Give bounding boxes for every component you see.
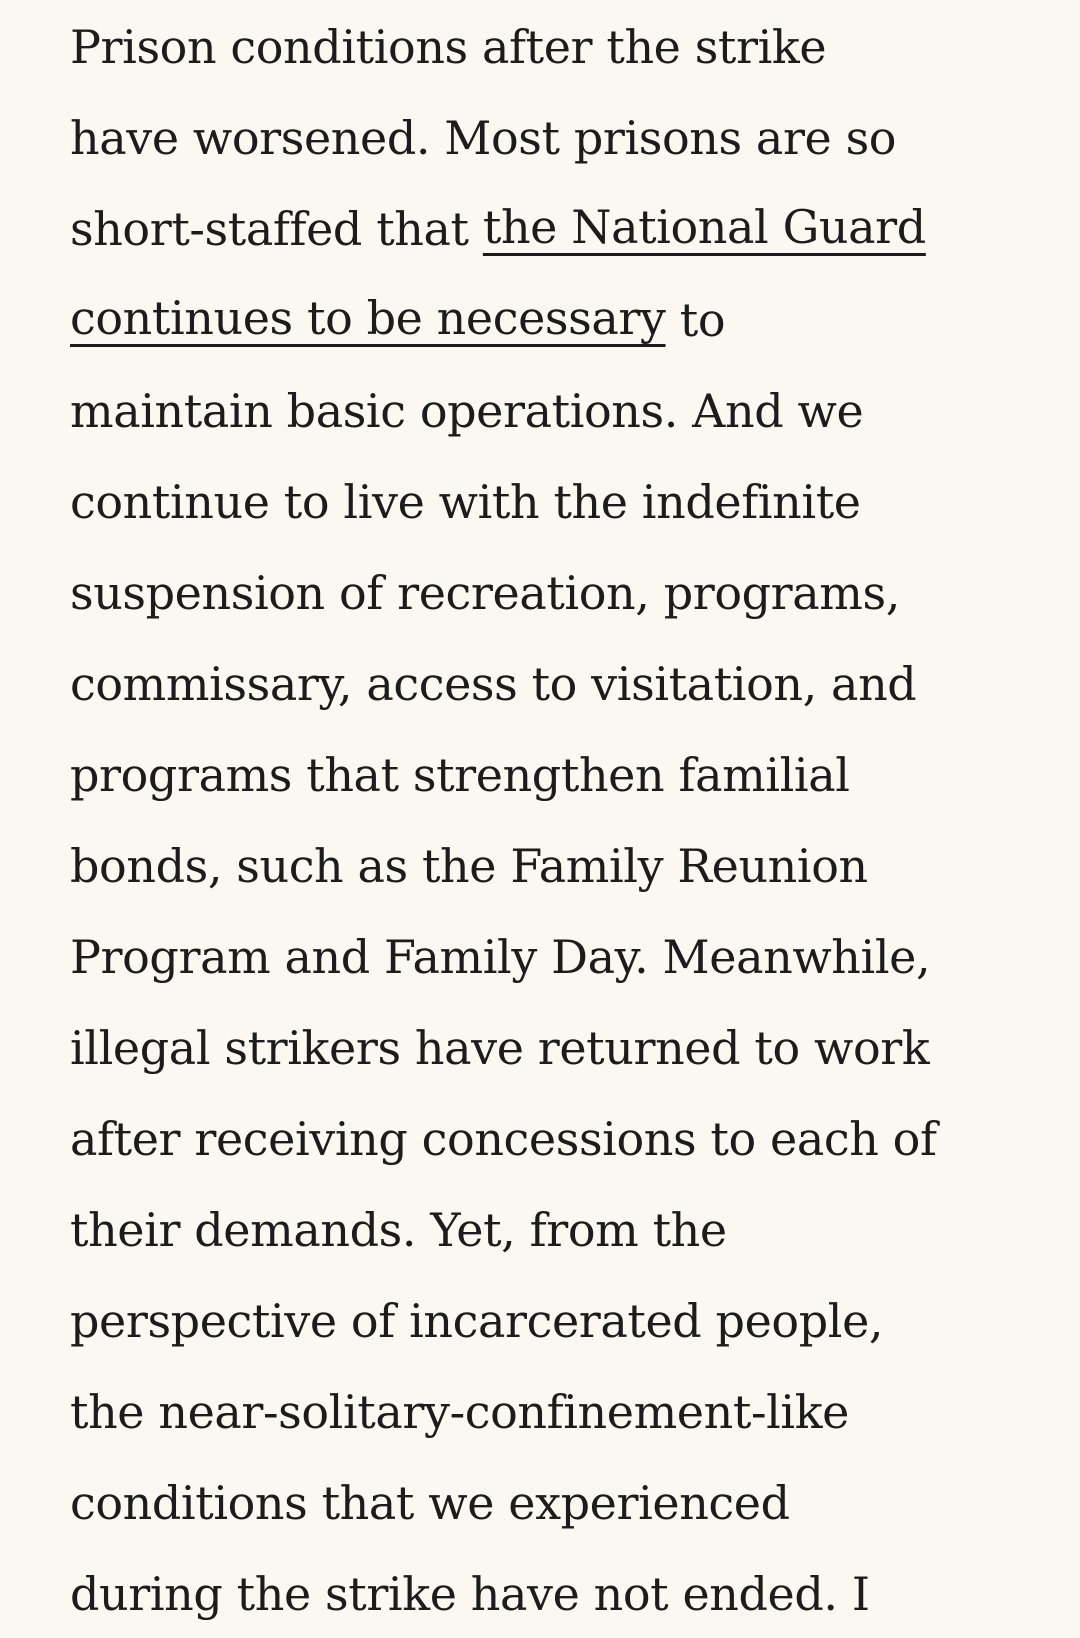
article-paragraph: [70, 0, 970, 1638]
text-line: [70, 182, 970, 273]
text-line: [70, 364, 970, 455]
text: to: [665, 293, 726, 347]
text-line: [70, 273, 970, 364]
text: their demands. Yet, from the: [70, 1203, 727, 1257]
text: commissary, access to visitation, and: [70, 657, 917, 711]
text-line: [70, 1456, 970, 1547]
text-line: [70, 1001, 970, 1092]
text-line: [70, 819, 970, 910]
text: bonds, such as the Family Reunion: [70, 839, 868, 893]
national-guard-link-part1[interactable]: the National Guard: [482, 200, 926, 254]
text-line: [70, 1092, 970, 1183]
text-line: [70, 91, 970, 182]
text: short-staffed that: [70, 202, 483, 256]
text: continue to live with the indefinite: [70, 475, 861, 529]
text: maintain basic operations. And we: [70, 384, 864, 438]
text-line: [70, 0, 970, 91]
text: during the strike have not ended. I: [70, 1567, 870, 1621]
text: illegal strikers have returned to work: [70, 1021, 930, 1075]
national-guard-link-part2[interactable]: continues to be necessary: [70, 291, 666, 345]
text-line: [70, 728, 970, 819]
text-line: [70, 1365, 970, 1456]
text: the near-solitary-confinement-like: [70, 1385, 850, 1439]
text-line: [70, 1274, 970, 1365]
text: Program and Family Day. Meanwhile,: [70, 930, 931, 984]
text-line: [70, 1183, 970, 1274]
text: after receiving concessions to each of: [70, 1112, 937, 1166]
text: have worsened. Most prisons are so: [70, 111, 897, 165]
text-line: [70, 910, 970, 1001]
text-line: [70, 546, 970, 637]
text: suspension of recreation, programs,: [70, 566, 900, 620]
text: Prison conditions after the strike: [70, 20, 827, 74]
text-line: [70, 1547, 970, 1638]
text-line: [70, 455, 970, 546]
text: perspective of incarcerated people,: [70, 1294, 884, 1348]
text: conditions that we experienced: [70, 1476, 790, 1530]
text: programs that strengthen familial: [70, 748, 850, 802]
text-line: [70, 637, 970, 728]
